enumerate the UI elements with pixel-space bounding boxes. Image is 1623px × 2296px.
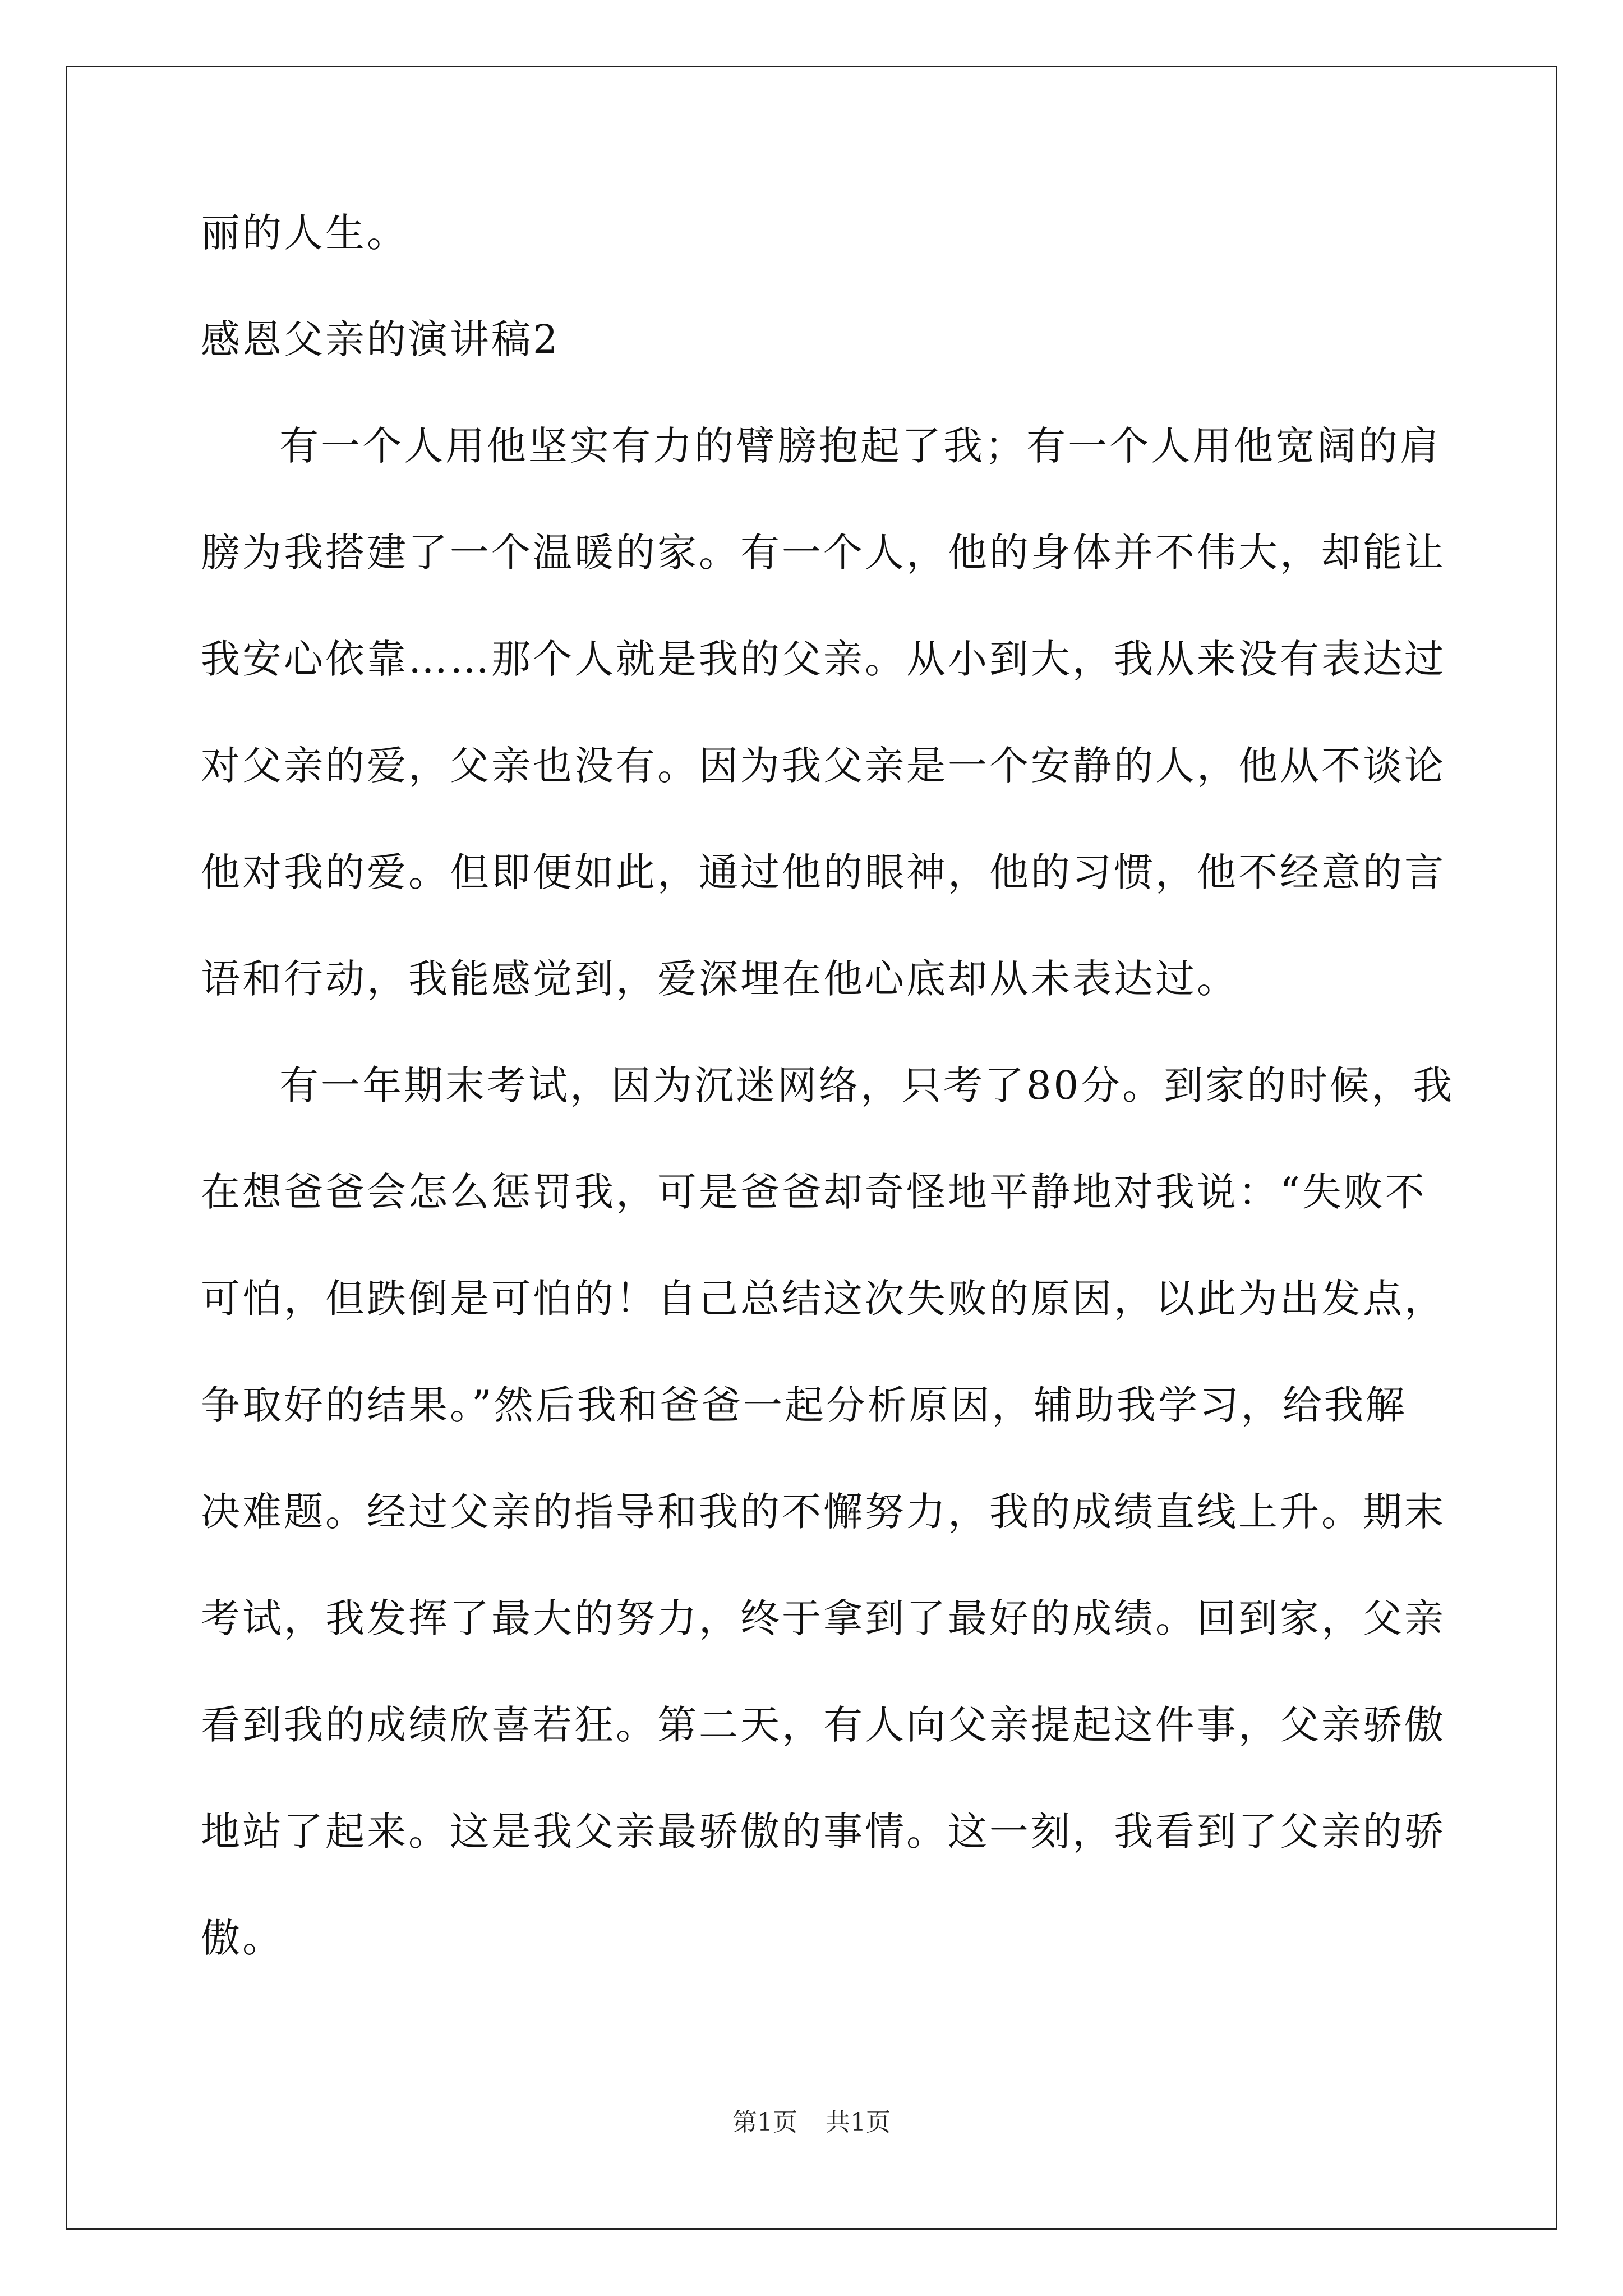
paragraph-line: 看到我的成绩欣喜若狂。第二天，有人向父亲提起这件事，父亲骄傲 [201, 1702, 1446, 1748]
page-total: 共1页 [826, 2108, 891, 2137]
paragraph-line: 决难题。经过父亲的指导和我的不懈努力，我的成绩直线上升。期末 [201, 1489, 1446, 1535]
paragraph-line: 可怕，但跌倒是可怕的！自己总结这次失败的原因，以此为出发点， [201, 1276, 1446, 1322]
paragraph-line: 在想爸爸会怎么惩罚我，可是爸爸却奇怪地平静地对我说：“失败不 [201, 1169, 1427, 1215]
document-body [201, 210, 1455, 2025]
paragraph-line: 争取好的结果。”然后我和爸爸一起分析原因，辅助我学习，给我解 [201, 1382, 1407, 1428]
paragraph-line: 他对我的爱。但即便如此，通过他的眼神，他的习惯，他不经意的言 [201, 849, 1446, 895]
section-title: 感恩父亲的演讲稿2 [201, 316, 560, 362]
paragraph-line: 地站了起来。这是我父亲最骄傲的事情。这一刻，我看到了父亲的骄 [201, 1809, 1446, 1855]
paragraph-line: 语和行动，我能感觉到，爱深埋在他心底却从未表达过。 [201, 956, 1238, 1002]
page-footer [0, 2109, 1623, 2136]
paragraph-line: 对父亲的爱，父亲也没有。因为我父亲是一个安静的人，他从不谈论 [201, 743, 1446, 789]
paragraph-line: 傲。 [201, 1915, 284, 1961]
paragraph-line: 考试，我发挥了最大的努力，终于拿到了最好的成绩。回到家，父亲 [201, 1595, 1446, 1641]
paragraph-line: 膀为我搭建了一个温暖的家。有一个人，他的身体并不伟大，却能让 [201, 530, 1446, 576]
paragraph-line: 丽的人生。 [201, 210, 408, 256]
paragraph-line: 有一个人用他坚实有力的臂膀抱起了我；有一个人用他宽阔的肩 [279, 423, 1441, 469]
paragraph-line: 有一年期末考试，因为沉迷网络，只考了80分。到家的时候，我 [279, 1062, 1455, 1108]
page-number: 第1页 [732, 2108, 797, 2137]
paragraph-line: 我安心依靠……那个人就是我的父亲。从小到大，我从来没有表达过 [201, 636, 1446, 682]
